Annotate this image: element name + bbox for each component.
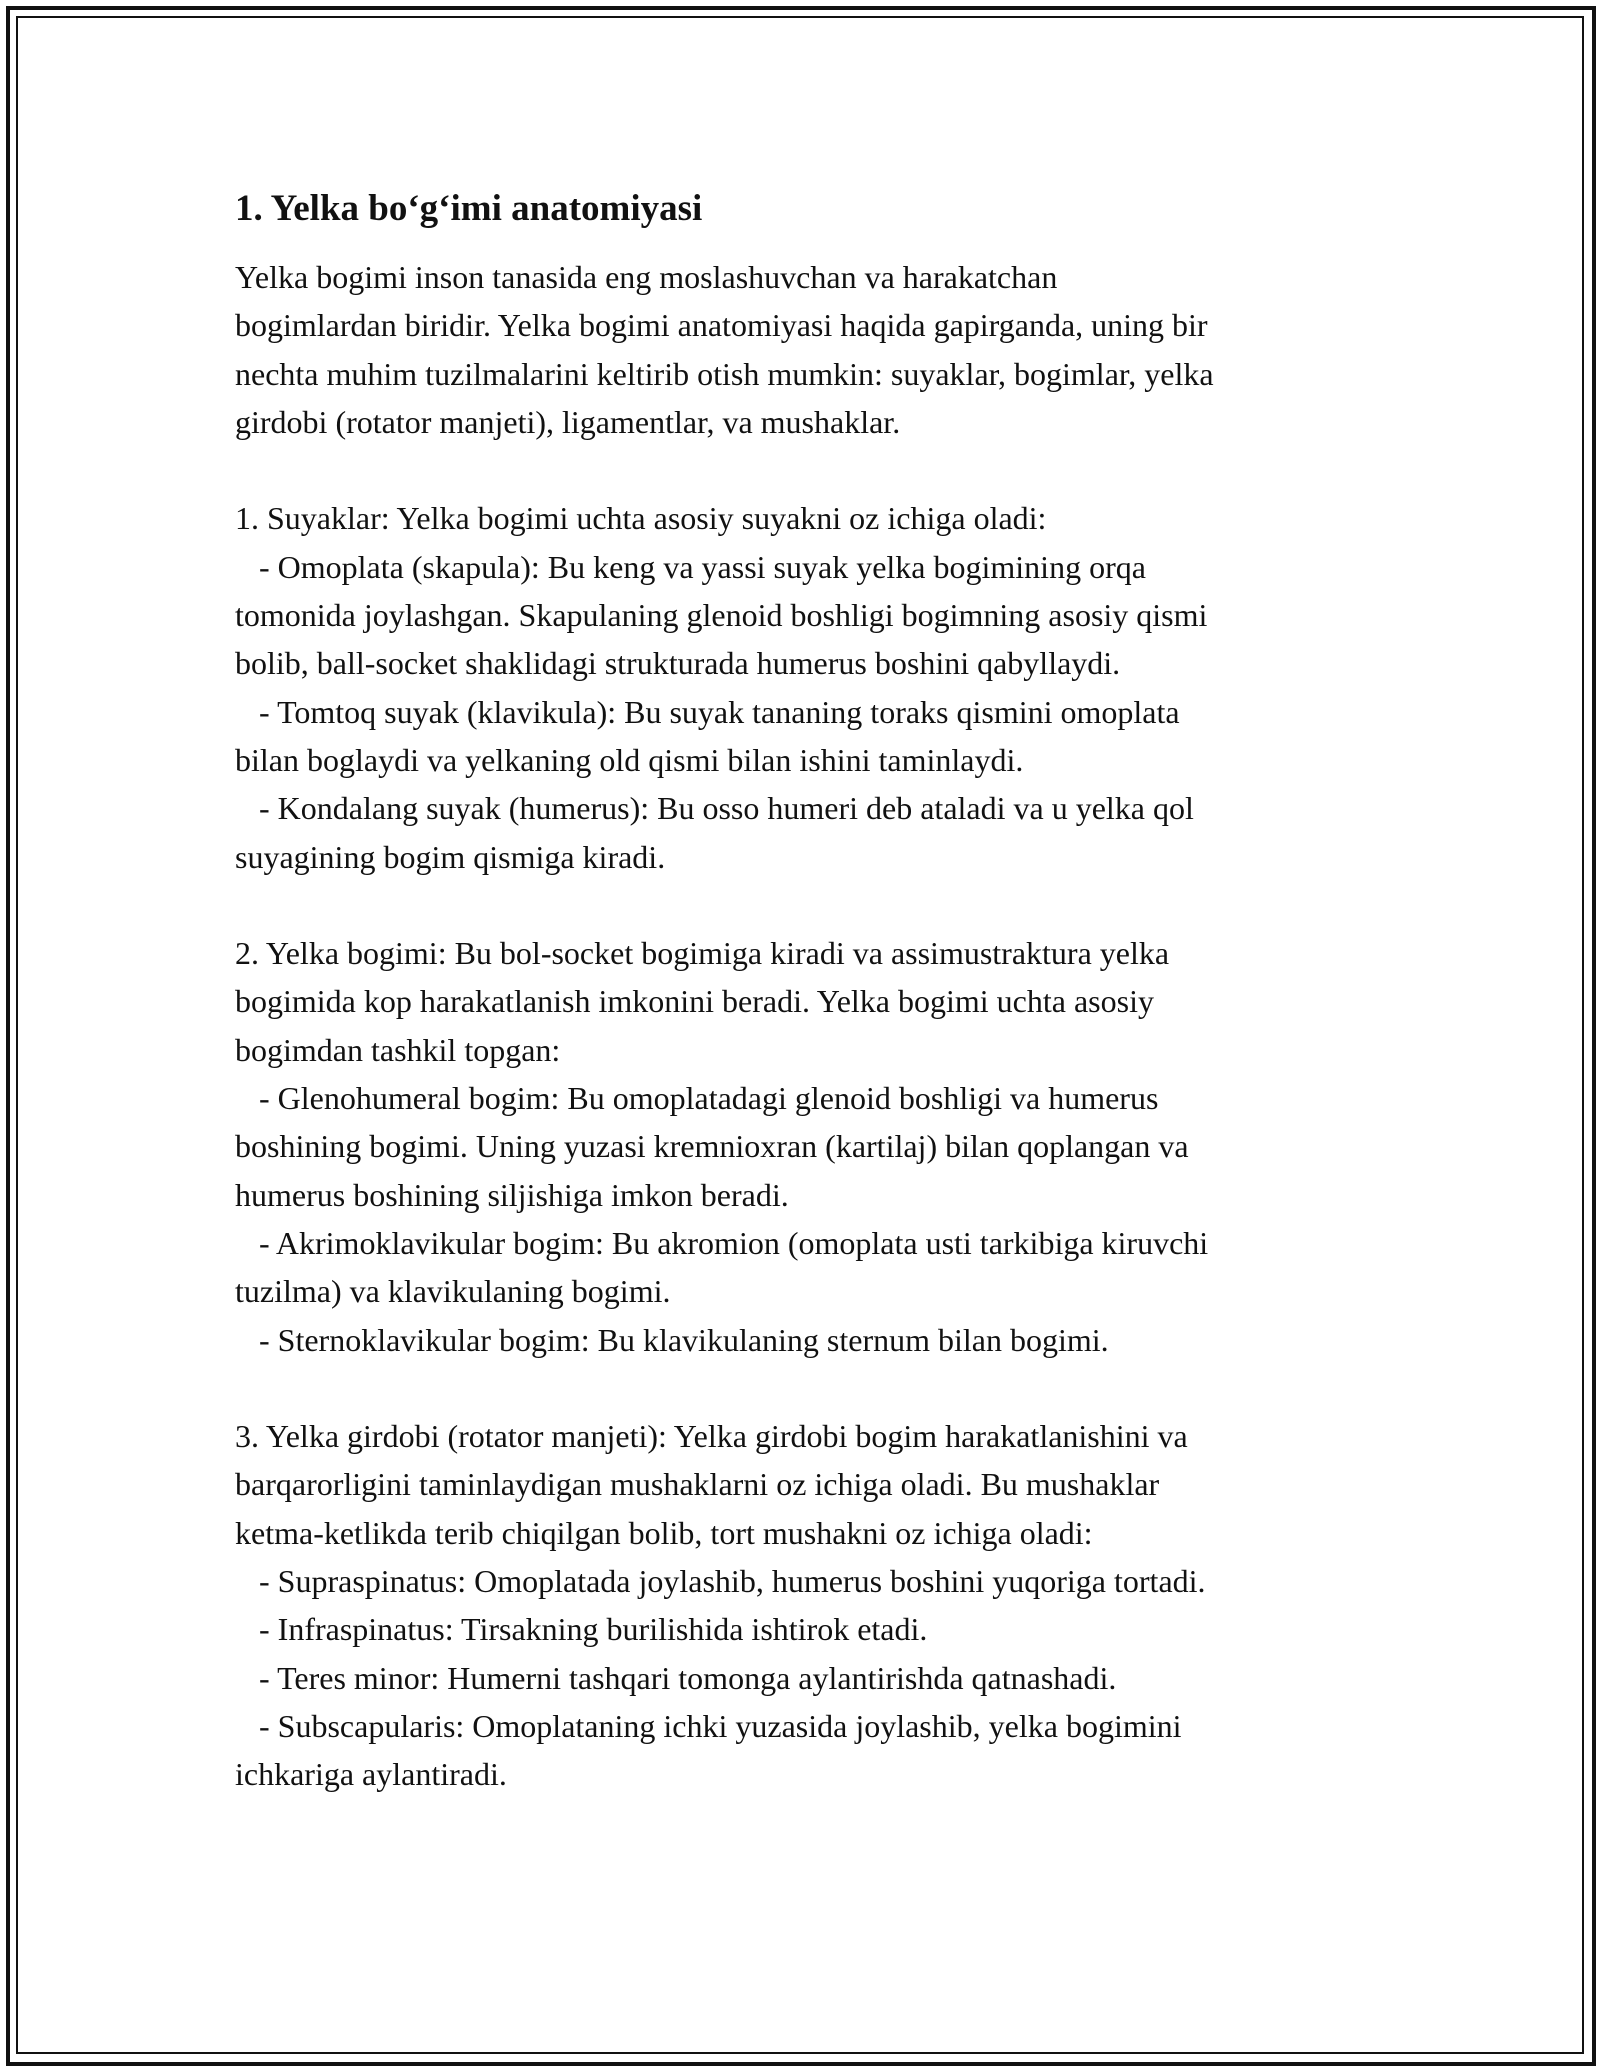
text-line: - Kondalang suyak (humerus): Bu osso humeri deb ataladi va u yelka qol [235,790,1194,827]
text-line: - Tomtoq suyak (klavikula): Bu suyak tananing toraks qismini omoplata [235,693,1180,730]
text-line: ichkariga aylantiradi. [235,1756,507,1793]
text-line: bogimida kop harakatlanish imkonini beradi. Yelka bogimi uchta asosiy [235,983,1154,1020]
text-line: - Subscapularis: Omoplataning ichki yuzasida joylashib, yelka bogimini [235,1707,1182,1744]
text-line: - Supraspinatus: Omoplatada joylashib, humerus boshini yuqoriga tortadi. [235,1563,1206,1600]
text-line: 1. Suyaklar: Yelka bogimi uchta asosiy suyakni oz ichiga oladi: [235,500,1047,537]
text-line: - Sternoklavikular bogim: Bu klavikulaning sternum bilan bogimi. [235,1321,1109,1358]
text-line: - Omoplata (skapula): Bu keng va yassi suyak yelka bogimining orqa [235,548,1146,585]
text-line: nechta muhim tuzilmalarini keltirib otish mumkin: suyaklar, bogimlar, yelka [235,355,1214,392]
text-line: girdobi (rotator manjeti), ligamentlar, va mushaklar. [235,403,901,440]
text-line: - Teres minor: Humerni tashqari tomonga aylantirishda qatnashadi. [235,1659,1117,1696]
text-line: humerus boshining siljishiga imkon beradi. [235,1176,789,1213]
paragraph-spacer [235,881,1380,929]
text-line: bogimlardan biridir. Yelka bogimi anatomiyasi haqida gapirganda, uning bir [235,307,1208,344]
text-line: ketma-ketlikda terib chiqilgan bolib, tort mushakni oz ichiga oladi: [235,1514,1093,1551]
paragraph-intro [235,253,1380,446]
text-line: bogimdan tashkil topgan: [235,1031,561,1068]
paragraph-bones [235,494,1380,880]
paragraph-joints [235,929,1380,1364]
text-line: barqarorligini taminlaydigan mushaklarni oz ichiga oladi. Bu mushaklar [235,1466,1160,1503]
section-heading: 1. Yelka bo‘g‘imi anatomiyasi [235,188,703,229]
text-line: - Infraspinatus: Tirsakning burilishida ishtirok etadi. [235,1611,928,1648]
document-body [235,185,1380,1799]
text-line: 3. Yelka girdobi (rotator manjeti): Yelka girdobi bogim harakatlanishini va [235,1418,1188,1455]
text-line: bilan boglaydi va yelkaning old qismi bilan ishini taminlaydi. [235,741,1024,778]
text-line: 2. Yelka bogimi: Bu bol-socket bogimiga kiradi va assimustraktura yelka [235,935,1170,972]
text-line: tomonida joylashgan. Skapulaning glenoid boshligi bogimning asosiy qismi [235,597,1208,634]
paragraph-spacer [235,1364,1380,1412]
paragraph-rotator-cuff [235,1412,1380,1798]
paragraph-spacer [235,446,1380,494]
text-line: tuzilma) va klavikulaning bogimi. [235,1273,671,1310]
text-line: bolib, ball-socket shaklidagi strukturada humerus boshini qabyllaydi. [235,645,1121,682]
text-line: Yelka bogimi inson tanasida eng moslashuvchan va harakatchan [235,259,1058,295]
text-line: - Akrimoklavikular bogim: Bu akromion (omoplata usti tarkibiga kiruvchi [235,1224,1209,1261]
text-line: suyagining bogim qismiga kiradi. [235,838,666,875]
text-line: - Glenohumeral bogim: Bu omoplatadagi glenoid boshligi va humerus [235,1080,1159,1117]
text-line: boshining bogimi. Uning yuzasi kremnioxran (kartilaj) bilan qoplangan va [235,1128,1189,1165]
